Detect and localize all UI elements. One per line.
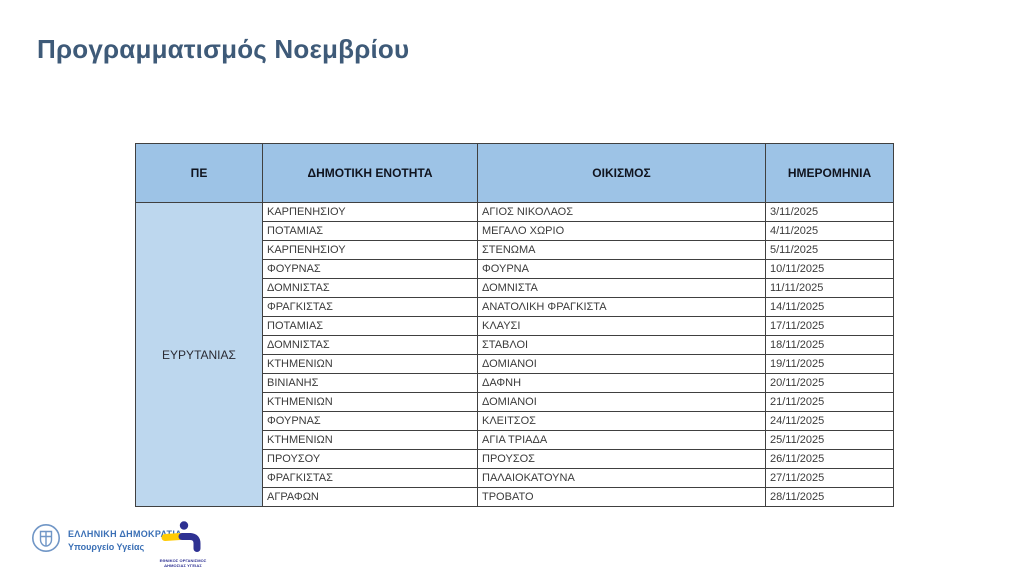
eody-caption-line1: ΕΘΝΙΚΟΣ ΟΡΓΑΝΙΣΜΟΣ — [159, 558, 207, 563]
ministry-name: Υπουργείο Υγείας — [68, 541, 145, 552]
settlement-cell: ΠΡΟΥΣΟΣ — [478, 450, 766, 469]
greek-republic-emblem-icon — [31, 522, 61, 559]
eody-branding — [157, 519, 209, 569]
settlement-cell: ΠΑΛΑΙΟΚΑΤΟΥΝΑ — [478, 469, 766, 488]
header-row — [136, 144, 894, 203]
municipal-unit-cell: ΦΡΑΓΚΙΣΤΑΣ — [263, 469, 478, 488]
column-header-pe: ΠΕ — [136, 144, 263, 203]
date-cell: 11/11/2025 — [766, 279, 894, 298]
schedule-table-body — [136, 203, 894, 507]
date-cell: 25/11/2025 — [766, 431, 894, 450]
region-cell: ΕΥΡΥΤΑΝΙΑΣ — [136, 203, 263, 507]
eody-caption-line2: ΔΗΜΟΣΙΑΣ ΥΓΕΙΑΣ — [164, 562, 202, 568]
column-header-date: ΗΜΕΡΟΜΗΝΙΑ — [766, 144, 894, 203]
date-cell: 3/11/2025 — [766, 203, 894, 222]
date-cell: 10/11/2025 — [766, 260, 894, 279]
date-cell: 26/11/2025 — [766, 450, 894, 469]
date-cell: 19/11/2025 — [766, 355, 894, 374]
date-cell: 17/11/2025 — [766, 317, 894, 336]
settlement-cell: ΑΝΑΤΟΛΙΚΗ ΦΡΑΓΚΙΣΤΑ — [478, 298, 766, 317]
municipal-unit-cell: ΑΓΡΑΦΩΝ — [263, 488, 478, 507]
date-cell: 20/11/2025 — [766, 374, 894, 393]
settlement-cell: ΑΓΙΑ ΤΡΙΑΔΑ — [478, 431, 766, 450]
date-cell: 4/11/2025 — [766, 222, 894, 241]
municipal-unit-cell: ΚΑΡΠΕΝΗΣΙΟΥ — [263, 203, 478, 222]
municipal-unit-cell: ΦΡΑΓΚΙΣΤΑΣ — [263, 298, 478, 317]
municipal-unit-cell: ΦΟΥΡΝΑΣ — [263, 412, 478, 431]
settlement-cell: ΔΟΜΙΑΝΟΙ — [478, 355, 766, 374]
municipal-unit-cell: ΠΟΤΑΜΙΑΣ — [263, 317, 478, 336]
government-name: ΕΛΛΗΝΙΚΗ ΔΗΜΟΚΡΑΤΙΑ — [68, 529, 182, 540]
municipal-unit-cell: ΠΡΟΥΣΟΥ — [263, 450, 478, 469]
schedule-table-header — [136, 144, 894, 203]
municipal-unit-cell: ΒΙΝΙΑΝΗΣ — [263, 374, 478, 393]
table-row — [136, 203, 894, 222]
date-cell: 14/11/2025 — [766, 298, 894, 317]
municipal-unit-cell: ΦΟΥΡΝΑΣ — [263, 260, 478, 279]
date-cell: 21/11/2025 — [766, 393, 894, 412]
date-cell: 28/11/2025 — [766, 488, 894, 507]
date-cell: 24/11/2025 — [766, 412, 894, 431]
date-cell: 18/11/2025 — [766, 336, 894, 355]
municipal-unit-cell: ΔΟΜΝΙΣΤΑΣ — [263, 279, 478, 298]
settlement-cell: ΜΕΓΑΛΟ ΧΩΡΙΟ — [478, 222, 766, 241]
settlement-cell: ΑΓΙΟΣ ΝΙΚΟΛΑΟΣ — [478, 203, 766, 222]
schedule-table — [135, 143, 894, 507]
municipal-unit-cell: ΠΟΤΑΜΙΑΣ — [263, 222, 478, 241]
date-cell: 27/11/2025 — [766, 469, 894, 488]
column-header-settlement: ΟΙΚΙΣΜΟΣ — [478, 144, 766, 203]
settlement-cell: ΔΑΦΝΗ — [478, 374, 766, 393]
settlement-cell: ΚΛΕΙΤΣΟΣ — [478, 412, 766, 431]
municipal-unit-cell: ΚΤΗΜΕΝΙΩΝ — [263, 393, 478, 412]
settlement-cell: ΣΤΑΒΛΟΙ — [478, 336, 766, 355]
page-title: Προγραμματισμός Νοεμβρίου — [37, 34, 410, 64]
municipal-unit-cell: ΚΤΗΜΕΝΙΩΝ — [263, 355, 478, 374]
municipal-unit-cell: ΚΤΗΜΕΝΙΩΝ — [263, 431, 478, 450]
settlement-cell: ΦΟΥΡΝΑ — [478, 260, 766, 279]
municipal-unit-cell: ΚΑΡΠΕΝΗΣΙΟΥ — [263, 241, 478, 260]
municipal-unit-cell: ΔΟΜΝΙΣΤΑΣ — [263, 336, 478, 355]
column-header-municipal-unit: ΔΗΜΟΤΙΚΗ ΕΝΟΤΗΤΑ — [263, 144, 478, 203]
settlement-cell: ΣΤΕΝΩΜΑ — [478, 241, 766, 260]
settlement-cell: ΤΡΟΒΑΤΟ — [478, 488, 766, 507]
settlement-cell: ΚΛΑΥΣΙ — [478, 317, 766, 336]
settlement-cell: ΔΟΜΙΑΝΟΙ — [478, 393, 766, 412]
eody-logo-icon — [161, 540, 205, 557]
settlement-cell: ΔΟΜΝΙΣΤΑ — [478, 279, 766, 298]
date-cell: 5/11/2025 — [766, 241, 894, 260]
